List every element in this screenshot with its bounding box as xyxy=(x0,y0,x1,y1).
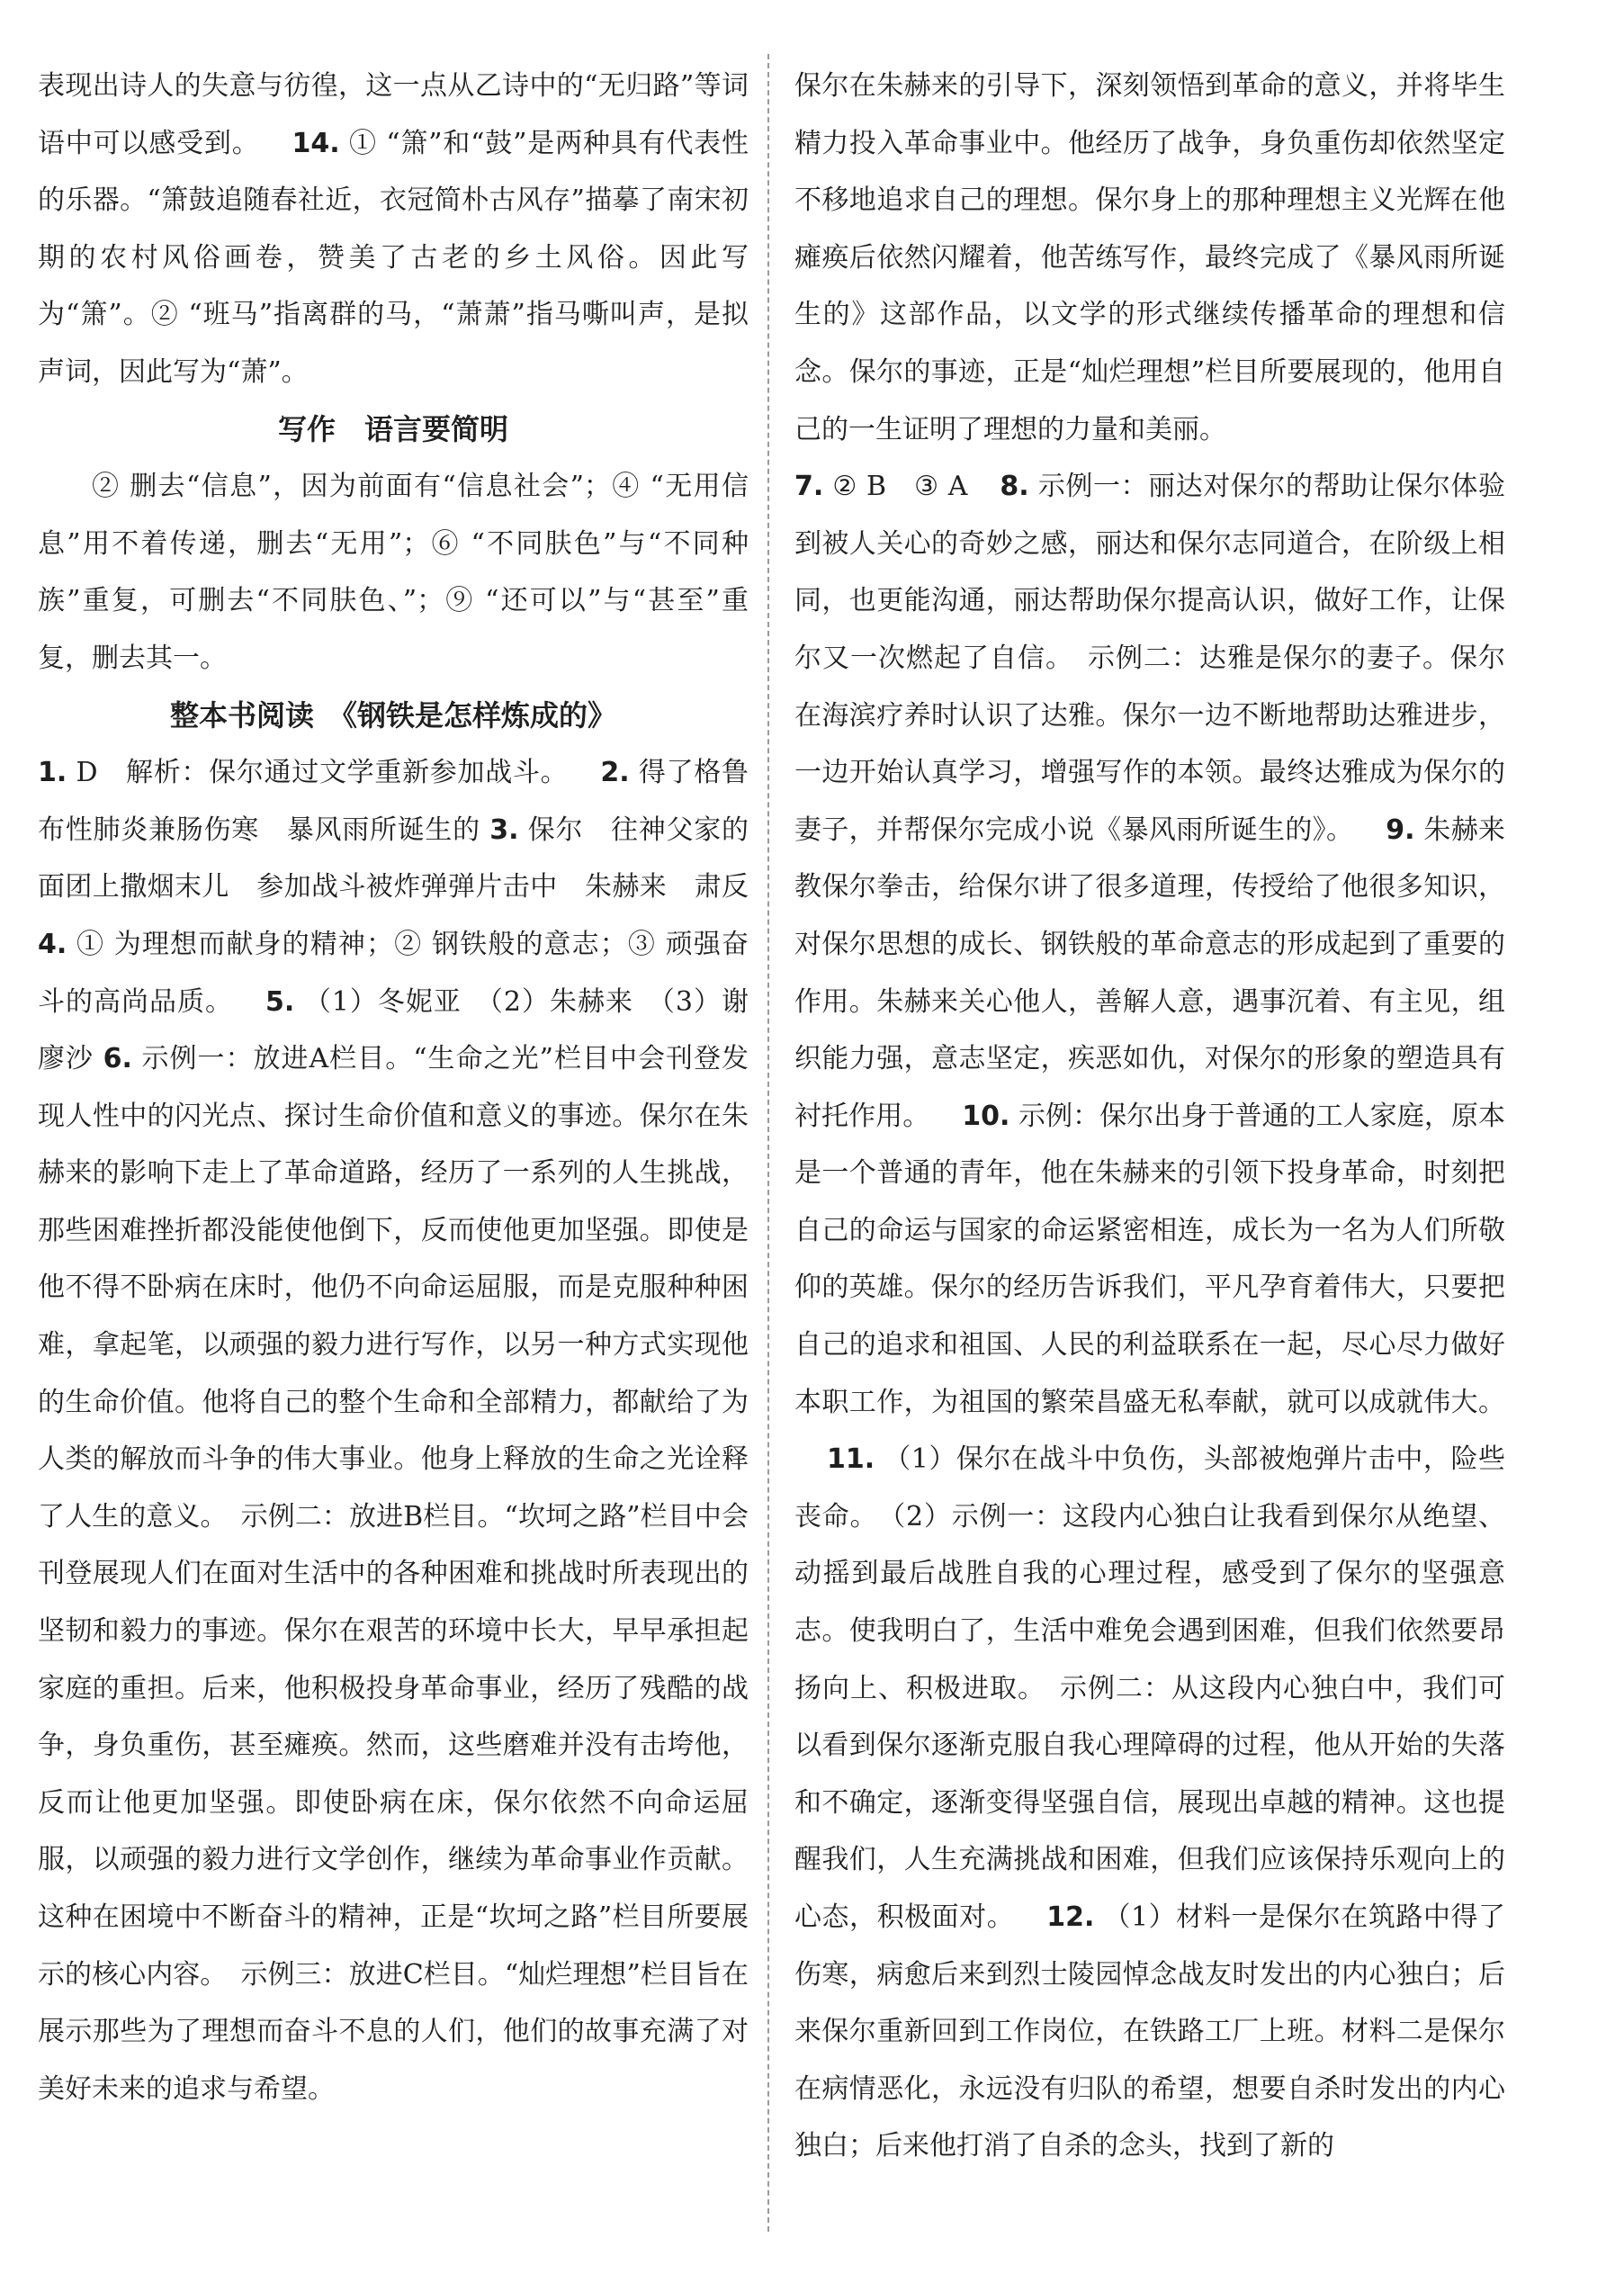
question-number: 10. xyxy=(962,1100,1010,1132)
answer-text: （1）材料一是保尔在筑路中得了伤寒，病愈后来到烈士陵园悼念战友时发出的内心独白；后来保尔重新回到工作岗位，在铁路工厂上班。材料二是保尔在病情恶化，永远没有归队的希望，想要自杀时发出的内心独白；后来他打消了自杀的念头，找到了新的 xyxy=(794,1901,1505,2162)
answer-text: （1）冬妮亚 （2）朱赫来 （3）谢廖沙 xyxy=(38,985,749,1075)
question-number: 7. xyxy=(794,471,824,503)
answer-paragraph xyxy=(794,58,1505,458)
right-column xyxy=(794,58,1505,2175)
question-number: 11. xyxy=(827,1443,875,1476)
question-number: 2. xyxy=(600,757,630,789)
answer-text: ② B ③ A xyxy=(832,471,968,503)
column-divider xyxy=(767,54,769,2232)
question-number: 9. xyxy=(1386,813,1415,846)
question-number: 12. xyxy=(1046,1901,1095,1933)
answer-paragraph xyxy=(794,458,1505,2175)
answer-text: 保尔在朱赫来的引导下，深刻领悟到革命的意义，并将毕生精力投入革命事业中。他经历了战争，身负重伤却依然坚定不移地追求自己的理想。保尔身上的那种理想主义光辉在他瘫痪后依然闪耀着，他苦练写作，最终完成了《暴风雨所诞生的》这部作品，以文学的形式继续传播革命的理想和信念。保尔的事迹，正是“灿烂理想”栏目所要展现的，他用自己的一生证明了理想的力量和美丽。 xyxy=(794,70,1505,445)
question-number: 3. xyxy=(489,813,519,846)
answer-text: ① “箫”和“鼓”是两种具有代表性的乐器。“箫鼓追随春社近，衣冠简朴古风存”描摹了南宋初期的农村风俗画卷，赞美了古老的乡土风俗。因此写为“箫”。② “班马”指离群的马，“萧萧”指马嘶叫声，是拟声词，因此写为“萧”。 xyxy=(38,127,749,388)
question-number: 5. xyxy=(265,985,295,1018)
answer-text: ① 为理想而献身的精神；② 钢铁般的意志；③ 顽强奋斗的高尚品质。 xyxy=(38,928,749,1018)
question-number: 4. xyxy=(38,928,67,960)
question-number: 14. xyxy=(292,127,340,159)
answer-text: 得了格鲁布性肺炎兼肠伤寒 暴风雨所诞生的 xyxy=(38,757,749,846)
question-number: 1. xyxy=(38,757,67,789)
answer-text: 朱赫来教保尔拳击，给保尔讲了很多道理，传授给了他很多知识，对保尔思想的成长、钢铁般的革命意志的形成起到了重要的作用。朱赫来关心他人，善解人意，遇事沉着、有主见，组织能力强，意志坚定，疾恶如仇，对保尔的形象的塑造具有衬托作用。 xyxy=(794,813,1506,1132)
answer-text: （1）保尔在战斗中负伤，头部被炮弹片击中，险些丧命。 （2）示例一：这段内心独白让我看到保尔从绝望、动摇到最后战胜自我的心理过程，感受到了保尔的坚强意志。使我明白了，生活中难免会遇到困难，但我们依然要昂扬向上、积极进取。 示例二：从这段内心独白中，我们可以看到保尔逐渐克服自我心理障碍的过程，他从开始的失落和不确定，逐渐变得坚强自信，展现出卓越的精神。这也提醒我们，人生充满挑战和困难，但我们应该保持乐观向上的心态，积极面对。 xyxy=(794,1443,1505,1933)
section-heading-writing: 写作 语言要简明 xyxy=(277,411,508,446)
left-column xyxy=(38,58,749,2117)
answer-text: 示例一：丽达对保尔的帮助让保尔体验到被人关心的奇妙之感，丽达和保尔志同道合，在阶级上相同，也更能沟通，丽达帮助保尔提高认识，做好工作，让保尔又一次燃起了自信。 示例二：达雅是保尔的妻子。保尔在海滨疗养时认识了达雅。保尔一边不断地帮助达雅进步，一边开始认真学习，增强写作的本领。最终达雅成为保尔的妻子，并帮保尔完成小说《暴风雨所诞生的》。 xyxy=(794,471,1506,846)
text: 表现出诗人的失意与彷徨，这一点从乙诗中的“无归路”等词语中可以感受到。 xyxy=(38,70,749,159)
answer-text: 示例一：放进A栏目。“生命之光”栏目中会刊登发现人性中的闪光点、探讨生命价值和意义的事迹。保尔在朱赫来的影响下走上了革命道路，经历了一系列的人生挑战，那些困难挫折都没能使他倒下，反而使他更加坚强。即使是他不得不卧病在床时，他仍不向命运屈服，而是克服种种困难，拿起笔，以顽强的毅力进行写作，以另一种方式实现他的生命价值。他将自己的整个生命和全部精力，都献给了为人类的解放而斗争的伟大事业。他身上释放的生命之光诠释了人生的意义。 示例二：放进B栏目。“坎坷之路”栏目中会刊登展现人们在面对生活中的各种困难和挑战时所表现出的坚韧和毅力的事迹。保尔在艰苦的环境中长大，早早承担起家庭的重担。后来，他积极投身革命事业，经历了残酷的战争，身负重伤，甚至瘫痪。然而，这些磨难并没有击垮他，反而让他更加坚强。即使卧病在床，保尔依然不向命运屈服，以顽强的毅力进行文学创作，继续为革命事业作贡献。这种在困境中不断奋斗的精神，正是“坎坷之路”栏目所要展示的核心内容。 示例三：放进C栏目。“灿烂理想”栏目旨在展示那些为了理想而奋斗不息的人们，他们的故事充满了对美好未来的追求与希望。 xyxy=(38,1043,749,2105)
section-heading-book-reading: 整本书阅读 《钢铁是怎样炼成的》 xyxy=(169,697,616,733)
answer-paragraph xyxy=(38,744,749,2117)
answer-text: D 解析：保尔通过文学重新参加战斗。 xyxy=(76,757,569,789)
answer-paragraph: ② 删去“信息”，因为前面有“信息社会”；④ “无用信息”用不着传递，删去“无用”；⑥ “不同肤色”与“不同种族”重复，可删去“不同肤色、”；⑨ “还可以”与“甚至”重复，删去其一。 xyxy=(38,471,749,674)
answer-paragraph xyxy=(38,58,749,401)
answer-text: 示例：保尔出身于普通的工人家庭，原本是一个普通的青年，他在朱赫来的引领下投身革命，时刻把自己的命运与国家的命运紧密相连，成长为一名为人们所敬仰的英雄。保尔的经历告诉我们，平凡孕育着伟大，只要把自己的追求和祖国、人民的利益联系在一起，尽心尽力做好本职工作，为祖国的繁荣昌盛无私奉献，就可以成就伟大。 xyxy=(794,1100,1506,1418)
question-number: 8. xyxy=(1000,471,1029,503)
question-number: 6. xyxy=(103,1043,132,1075)
answer-text: 保尔 往神父家的面团上撒烟末儿 参加战斗被炸弹弹片击中 朱赫来 肃反 xyxy=(38,813,749,903)
